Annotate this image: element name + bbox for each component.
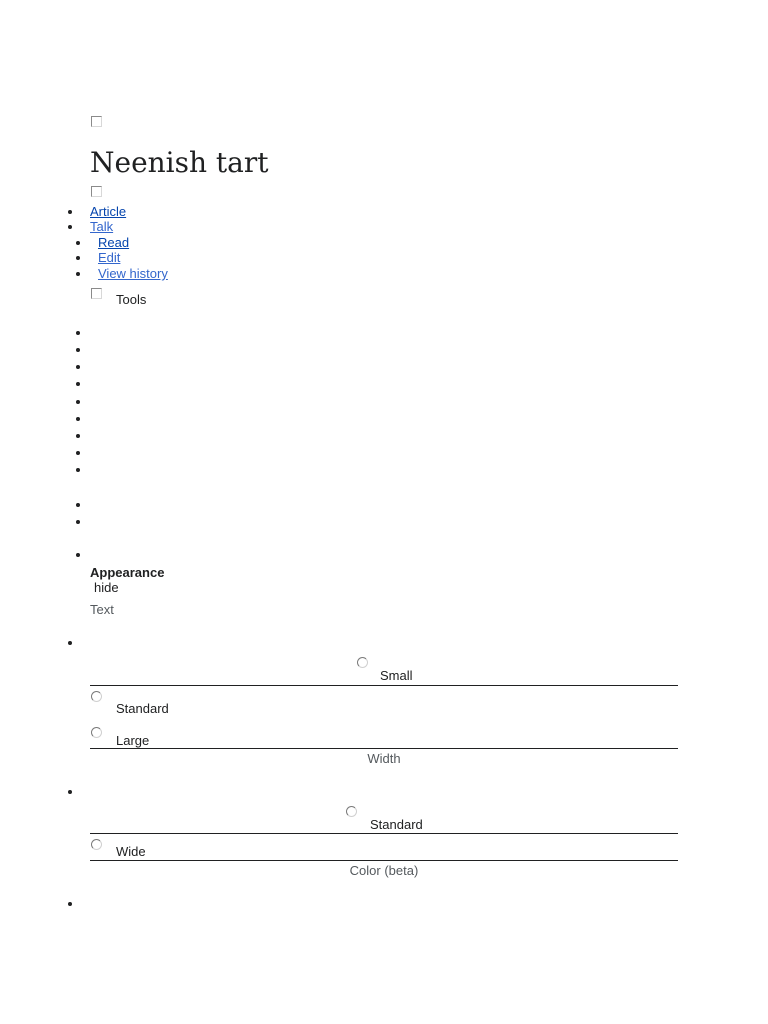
text-large-radio[interactable] <box>91 727 102 738</box>
tools-item[interactable] <box>76 553 80 557</box>
main-menu-checkbox[interactable] <box>91 116 102 127</box>
tools-item[interactable] <box>76 434 80 438</box>
text-small-radio[interactable] <box>357 657 368 668</box>
tab-article[interactable]: Article <box>90 204 127 219</box>
list-bullet <box>68 790 72 794</box>
list-bullet <box>76 256 80 260</box>
width-standard-radio[interactable] <box>346 806 357 817</box>
text-section-label: Text <box>90 602 114 617</box>
list-bullet <box>76 241 80 245</box>
text-standard-label[interactable]: Standard <box>116 701 169 716</box>
divider <box>90 748 678 749</box>
tools-item[interactable] <box>76 503 80 507</box>
list-bullet <box>76 272 80 276</box>
page-title: Neenish tart <box>90 146 269 179</box>
tools-item[interactable] <box>76 382 80 386</box>
toc-checkbox[interactable] <box>91 186 102 197</box>
divider <box>90 860 678 861</box>
list-bullet <box>68 902 72 906</box>
divider <box>90 833 678 834</box>
width-section-label: Width <box>367 751 401 766</box>
tools-item[interactable] <box>76 331 80 335</box>
appearance-hide-button[interactable]: hide <box>94 580 119 595</box>
color-section-label: Color (beta) <box>349 863 419 878</box>
tab-view-history[interactable]: View history <box>98 266 168 281</box>
tools-item[interactable] <box>76 451 80 455</box>
tab-edit[interactable]: Edit <box>98 250 121 265</box>
divider <box>90 685 678 686</box>
tab-talk[interactable]: Talk <box>90 219 114 234</box>
width-wide-radio[interactable] <box>91 839 102 850</box>
appearance-heading: Appearance <box>90 565 165 580</box>
text-large-label[interactable]: Large <box>116 733 150 748</box>
width-standard-label[interactable]: Standard <box>370 817 423 832</box>
tools-checkbox[interactable] <box>91 288 102 299</box>
tools-item[interactable] <box>76 348 80 352</box>
tools-item[interactable] <box>76 468 80 472</box>
tools-item[interactable] <box>76 417 80 421</box>
list-bullet <box>68 641 72 645</box>
list-bullet <box>68 210 72 214</box>
tools-item[interactable] <box>76 520 80 524</box>
tools-label[interactable]: Tools <box>116 292 147 307</box>
tools-item[interactable] <box>76 400 80 404</box>
width-wide-label[interactable]: Wide <box>116 844 146 859</box>
tools-item[interactable] <box>76 365 80 369</box>
list-bullet <box>68 225 72 229</box>
text-small-label[interactable]: Small <box>380 668 413 683</box>
text-standard-radio[interactable] <box>91 691 102 702</box>
tab-read[interactable]: Read <box>98 235 130 250</box>
